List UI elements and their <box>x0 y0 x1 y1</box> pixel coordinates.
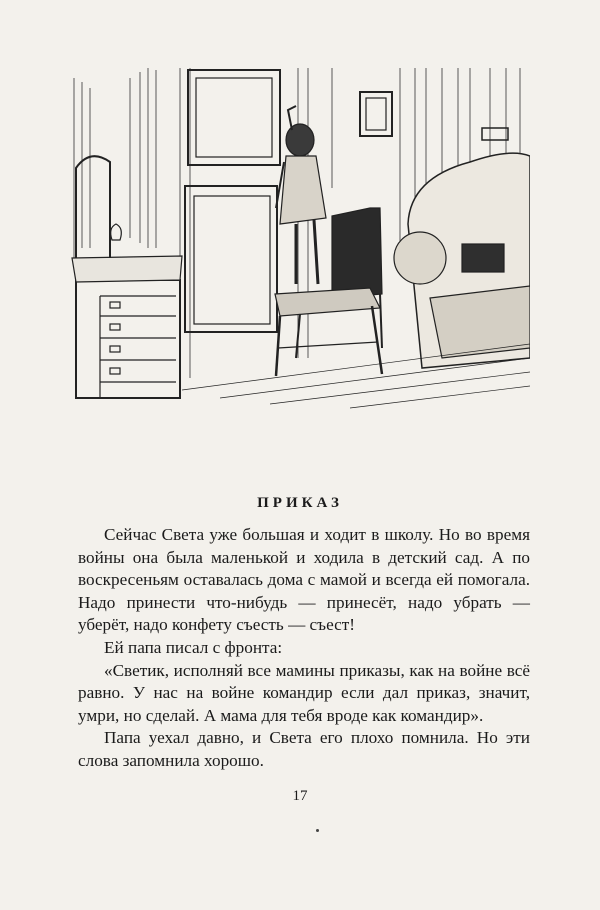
page-number: 17 <box>292 788 308 804</box>
paragraph-4: Папа уехал давно, и Света его плохо помнила. Но эти слова запомнила хорошо. <box>78 728 530 770</box>
illustration-drawing <box>70 58 530 410</box>
story-title: ПРИКАЗ <box>257 495 343 511</box>
ink-speck <box>316 829 319 832</box>
paragraph-3: «Светик, исполняй все мамины приказы, как на войне всё равно. У нас на войне командир если дал приказ, значит, умри, но сделай. А мама для тебя вроде как командир». <box>78 660 530 725</box>
paragraph-1: Сейчас Света уже большая и ходит в школу. Но во время войны она была маленькой и ходила в детский сад. А по воскресеньям оставалась дома с мамой и всегда ей помогала. Надо принести что-нибудь — принесёт, надо убрать — уберёт, надо конфету съесть — съест! <box>78 525 530 635</box>
illustration-girl-on-chair <box>70 58 530 410</box>
story-text <box>78 524 530 773</box>
paragraph-2: Ей папа писал с фронта: <box>104 637 283 657</box>
